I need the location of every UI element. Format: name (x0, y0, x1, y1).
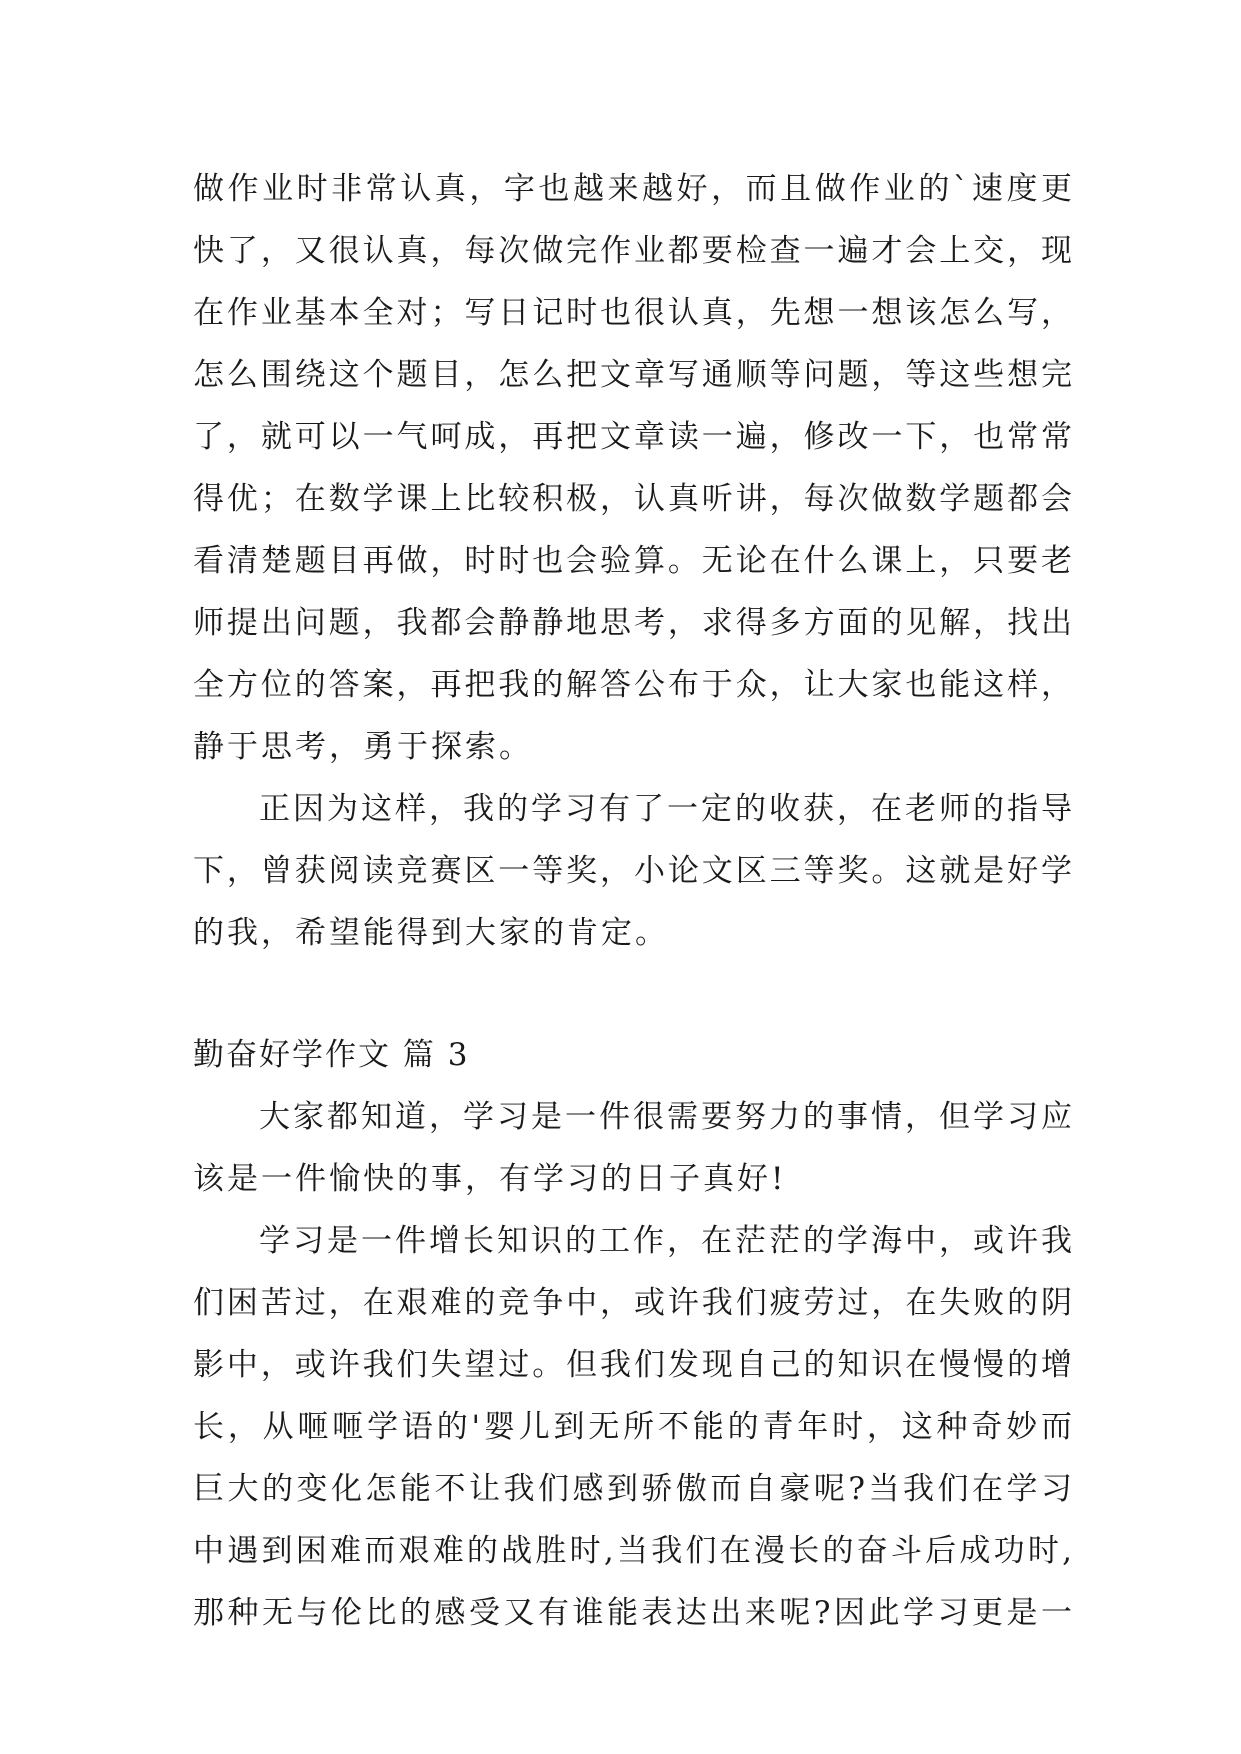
text-line: 快了，又很认真，每次做完作业都要检查一遍才会上交，现 (193, 233, 1073, 269)
section-heading: 勤奋好学作文 篇 3 (193, 1037, 470, 1073)
text-line: 看清楚题目再做，时时也会验算。无论在什么课上，只要老 (193, 543, 1073, 579)
text-line: 该是一件愉快的事，有学习的日子真好! (193, 1161, 787, 1197)
text-line: 静于思考，勇于探索。 (193, 729, 533, 765)
paragraph-2 (193, 778, 1073, 964)
text-line: 正因为这样，我的学习有了一定的收获，在老师的指导 (259, 791, 1073, 827)
text-line: 做作业时非常认真，字也越来越好，而且做作业的`速度更 (193, 171, 1073, 207)
text-line: 那种无与伦比的感受又有谁能表达出来呢?因此学习更是一 (193, 1595, 1073, 1631)
text-line: 怎么围绕这个题目，怎么把文章写通顺等问题，等这些想完 (193, 357, 1073, 393)
text-line: 巨大的变化怎能不让我们感到骄傲而自豪呢?当我们在学习 (193, 1471, 1073, 1507)
paragraph-3 (193, 1086, 1073, 1210)
section-spacer (193, 964, 1073, 1024)
document-body (193, 158, 1073, 1644)
text-line: 影中，或许我们失望过。但我们发现自己的知识在慢慢的增 (193, 1347, 1073, 1383)
text-line: 的我，希望能得到大家的肯定。 (193, 915, 669, 951)
text-line: 下，曾获阅读竞赛区一等奖，小论文区三等奖。这就是好学 (193, 853, 1073, 889)
paragraph-1 (193, 158, 1073, 778)
text-line: 全方位的答案，再把我的解答公布于众，让大家也能这样， (193, 667, 1073, 703)
text-line: 学习是一件增长知识的工作，在茫茫的学海中，或许我 (259, 1223, 1073, 1259)
paragraph-4 (193, 1210, 1073, 1644)
text-line: 长，从咂咂学语的'婴儿到无所不能的青年时，这种奇妙而 (193, 1409, 1073, 1445)
text-line: 大家都知道，学习是一件很需要努力的事情，但学习应 (259, 1099, 1073, 1135)
text-line: 们困苦过，在艰难的竞争中，或许我们疲劳过，在失败的阴 (193, 1285, 1073, 1321)
text-line: 师提出问题，我都会静静地思考，求得多方面的见解，找出 (193, 605, 1073, 641)
text-line: 得优；在数学课上比较积极，认真听讲，每次做数学题都会 (193, 481, 1073, 517)
text-line: 中遇到困难而艰难的战胜时,当我们在漫长的奋斗后成功时, (193, 1533, 1073, 1569)
text-line: 在作业基本全对；写日记时也很认真，先想一想该怎么写， (193, 295, 1073, 331)
text-line: 了，就可以一气呵成，再把文章读一遍，修改一下，也常常 (193, 419, 1073, 455)
